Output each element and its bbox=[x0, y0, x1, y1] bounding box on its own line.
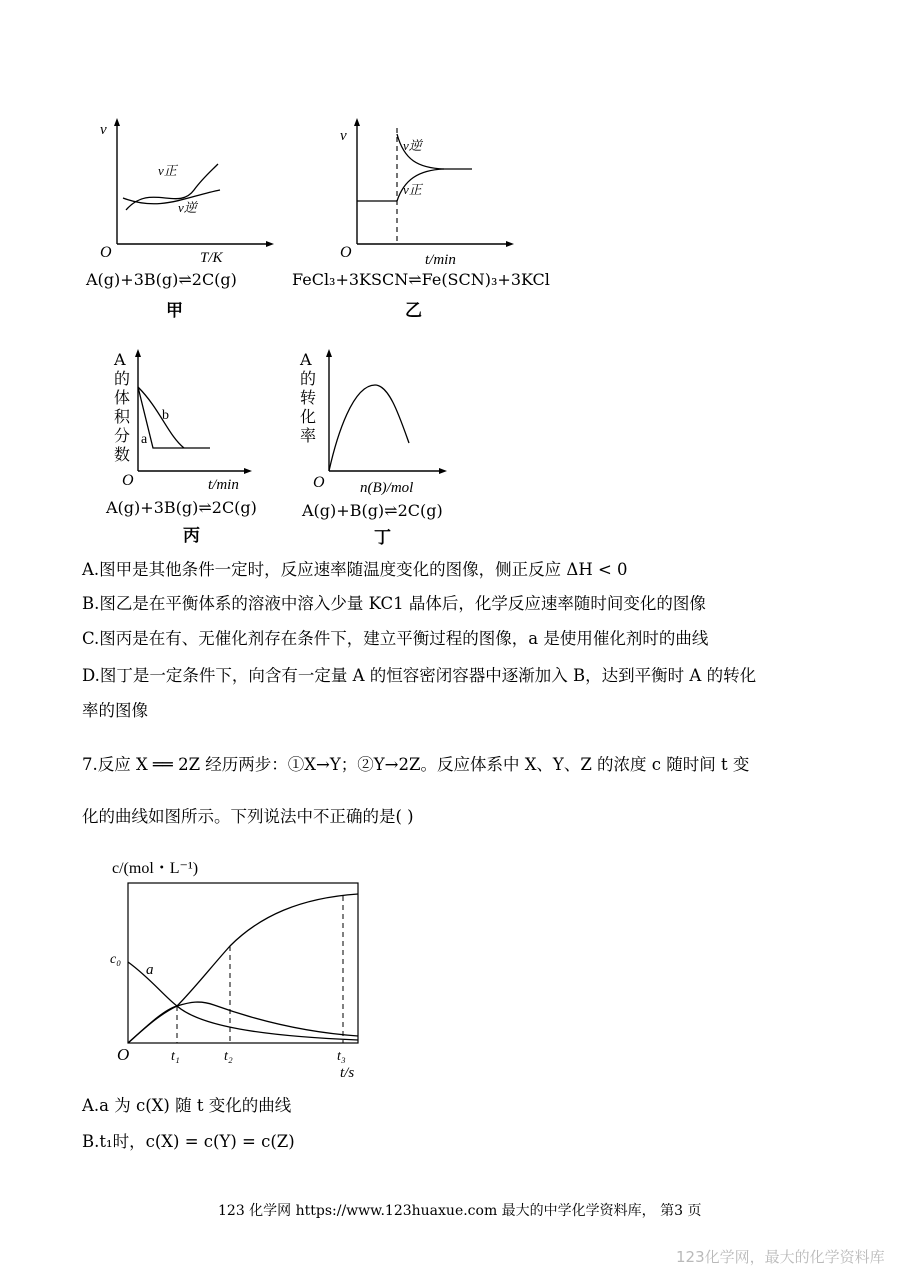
yi-curve-up-label: v逆 bbox=[403, 138, 422, 153]
jia-x-label: T/K bbox=[200, 250, 223, 266]
page-footer: 123 化学网 https://www.123huaxue.com 最大的中学化学资料库， 第3 页 bbox=[218, 1203, 702, 1219]
q7-origin: O bbox=[117, 1045, 130, 1064]
q7-t2-label: t₂ bbox=[224, 1049, 233, 1064]
jia-caption: 甲 bbox=[166, 301, 183, 321]
q6-option-b: B.图乙是在平衡体系的溶液中溶入少量 KC1 晶体后，化学反应速率随时间变化的图像 bbox=[82, 594, 706, 613]
q7-c0-label: c₀ bbox=[110, 952, 122, 967]
jia-origin: O bbox=[100, 244, 112, 261]
yi-caption: 乙 bbox=[405, 301, 422, 321]
q6-option-c: C.图丙是在有、无催化剂存在条件下，建立平衡过程的图像，a 是使用催化剂时的曲线 bbox=[82, 629, 709, 648]
watermark-text: 123化学网，最大的化学资料库 bbox=[676, 1248, 885, 1266]
ding-origin: O bbox=[313, 474, 325, 491]
bing-caption: 丙 bbox=[183, 526, 200, 546]
bing-y-label: A的体积分数 bbox=[114, 350, 131, 464]
q7-x-label: t/s bbox=[340, 1065, 355, 1081]
q7-concentration-chart bbox=[100, 850, 370, 1090]
figure-jia bbox=[90, 112, 280, 292]
figure-bing bbox=[108, 345, 258, 495]
jia-curve2-label: v逆 bbox=[178, 200, 197, 215]
ding-equation: A(g)+B(g)⇌2C(g) bbox=[302, 501, 443, 520]
q7-curve-a-label: a bbox=[146, 962, 154, 978]
yi-y-label: v bbox=[340, 128, 347, 144]
jia-y-label: v bbox=[100, 122, 107, 138]
q7-t3-label: t₃ bbox=[337, 1049, 346, 1064]
jia-equation: A(g)+3B(g)⇌2C(g) bbox=[86, 270, 237, 289]
q7-option-b: B.t₁时，c(X) = c(Y) = c(Z) bbox=[82, 1132, 295, 1151]
q7-y-label: c/(mol・L⁻¹) bbox=[112, 860, 199, 877]
yi-x-label: t/min bbox=[425, 252, 456, 268]
q7-stem-line2: 化的曲线如图所示。下列说法中不正确的是( ) bbox=[82, 807, 414, 826]
bing-x-label: t/min bbox=[208, 477, 239, 493]
ding-x-label: n(B)/mol bbox=[360, 480, 414, 495]
q7-stem-line1: 7.反应 X ══ 2Z 经历两步：①X→Y；②Y→2Z。反应体系中 X、Y、Z 的浓度 c 随时间 t 变 bbox=[82, 755, 750, 774]
bing-curve-a-label: a bbox=[141, 432, 148, 447]
q6-option-d-line2: 率的图像 bbox=[82, 701, 148, 720]
q6-option-d-line1: D.图丁是一定条件下，向含有一定量 A 的恒容密闭容器中逐渐加入 B，达到平衡时 A 的转化 bbox=[82, 666, 757, 685]
ding-y-label: A的转化率 bbox=[300, 350, 317, 445]
q7-option-a: A.a 为 c(X) 随 t 变化的曲线 bbox=[82, 1096, 292, 1115]
ding-caption: 丁 bbox=[374, 528, 391, 548]
bing-origin: O bbox=[122, 472, 134, 489]
q6-option-a: A.图甲是其他条件一定时，反应速率随温度变化的图像，侧正反应 ΔH < 0 bbox=[82, 560, 628, 579]
yi-curve-down-label: v正 bbox=[403, 182, 422, 197]
yi-equation: FeCl₃+3KSCN⇌Fe(SCN)₃+3KCl bbox=[292, 270, 550, 289]
bing-equation: A(g)+3B(g)⇌2C(g) bbox=[106, 498, 257, 517]
q7-t1-label: t₁ bbox=[171, 1049, 180, 1064]
jia-curve1-label: v正 bbox=[158, 163, 177, 178]
figure-yi bbox=[330, 112, 520, 292]
yi-origin: O bbox=[340, 244, 352, 261]
bing-curve-b-label: b bbox=[162, 408, 169, 423]
figure-ding bbox=[305, 345, 455, 495]
